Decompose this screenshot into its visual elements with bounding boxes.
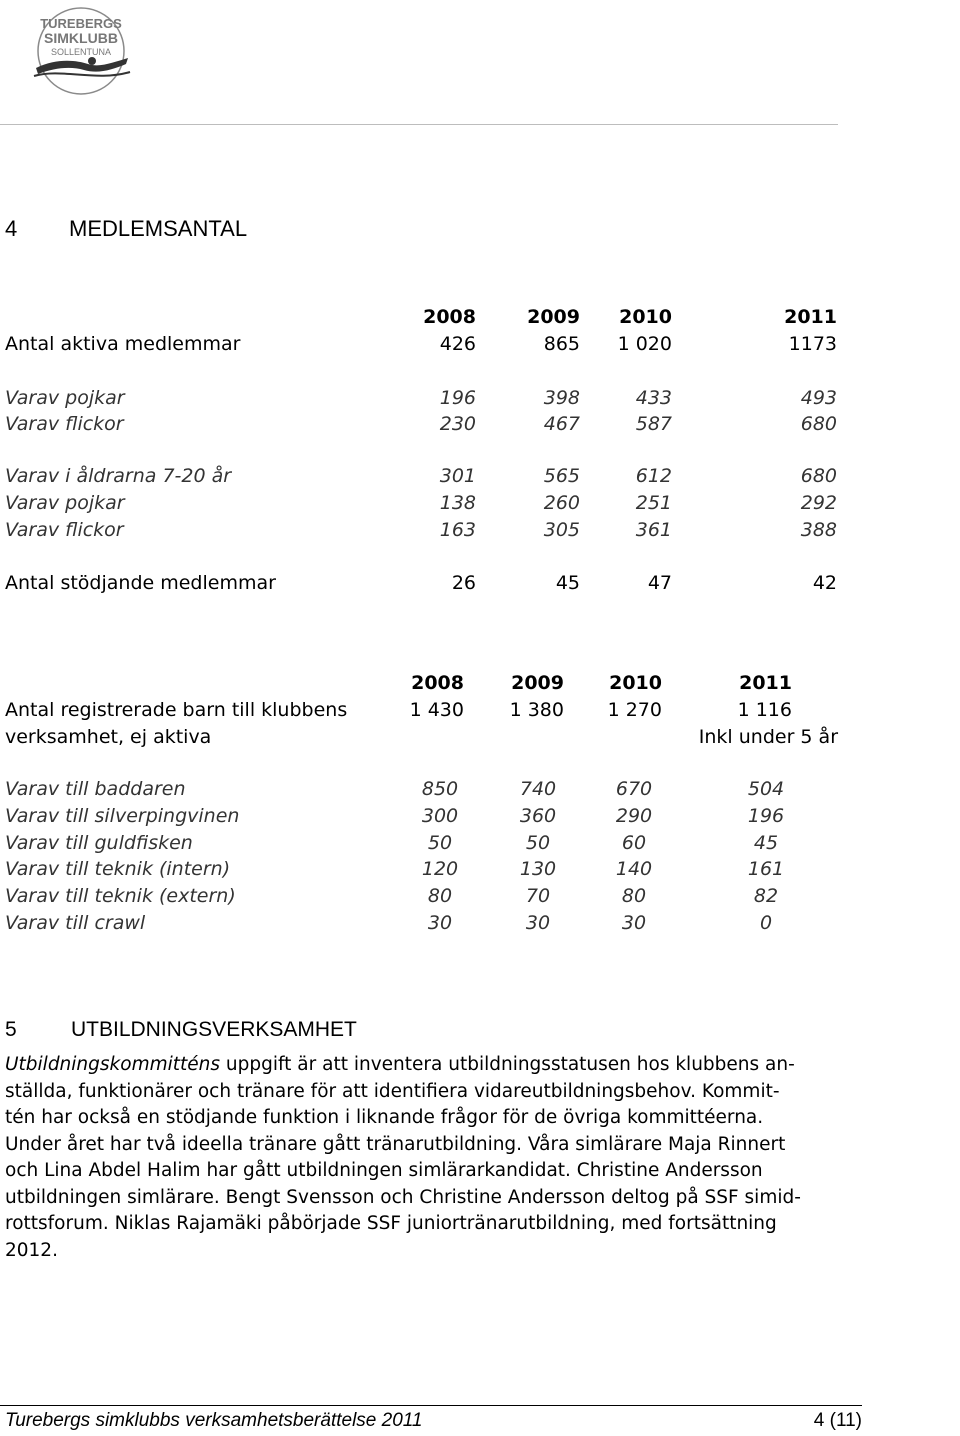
cell: 360: [519, 805, 557, 827]
year-header: 2009: [511, 672, 564, 694]
row-label: Varav till crawl: [5, 912, 146, 934]
header-divider: [0, 124, 838, 125]
footer-title: Turebergs simklubbs verksamhetsberättelse 2011: [5, 1410, 423, 1431]
logo-text-2: SIMKLUBB: [44, 30, 118, 46]
cell: 1 430: [409, 699, 464, 721]
paragraph-line: 2012.: [5, 1239, 58, 1261]
year-header: 2008: [411, 672, 464, 694]
row-label: Varav pojkar: [5, 387, 125, 409]
cell: 42: [812, 572, 837, 594]
row-label: Antal registrerade barn till klubbens: [5, 699, 348, 721]
cell: 140: [615, 858, 653, 880]
section-4-number: 4: [5, 216, 18, 241]
cell: 426: [439, 333, 476, 355]
cell: 680: [800, 413, 837, 435]
cell: 467: [543, 413, 580, 435]
club-logo: [22, 6, 140, 96]
section-5-heading: [5, 1018, 357, 1042]
row-label: Varav till guldfisken: [5, 832, 193, 854]
cell: 196: [747, 805, 785, 827]
cell: 398: [543, 387, 580, 409]
cell: 47: [647, 572, 672, 594]
page-number: 4 (11): [813, 1410, 862, 1431]
row-label: Varav till baddaren: [5, 778, 186, 800]
cell: 260: [543, 492, 580, 514]
cell: 670: [615, 778, 653, 800]
cell: 388: [800, 519, 837, 541]
cell: 50: [427, 832, 453, 854]
cell: 30: [621, 912, 647, 934]
cell: 60: [621, 832, 647, 854]
cell: 1173: [788, 333, 837, 355]
cell: 230: [439, 413, 476, 435]
paragraph-line: Under året har två ideella tränare gått tränarutbildning. Våra simlärare Maja Rinnert: [5, 1133, 786, 1155]
cell: 1 380: [509, 699, 564, 721]
section-5-title: UTBILDNINGSVERKSAMHET: [71, 1018, 357, 1041]
row-label: verksamhet, ej aktiva: [5, 726, 212, 748]
cell: 163: [439, 519, 476, 541]
cell: 865: [543, 333, 580, 355]
cell: 196: [439, 387, 476, 409]
logo-text-1: TUREBERGS: [40, 16, 122, 31]
row-label: Varav till teknik (intern): [5, 858, 231, 880]
row-label: Varav flickor: [5, 413, 124, 435]
cell: 70: [525, 885, 551, 907]
row-label: Antal aktiva medlemmar: [5, 333, 241, 355]
cell: 292: [800, 492, 837, 514]
cell: 130: [519, 858, 557, 880]
cell: 80: [427, 885, 453, 907]
cell: 740: [519, 778, 557, 800]
section-4-title: MEDLEMSANTAL: [69, 216, 248, 241]
paragraph-line: utbildningen simlärare. Bengt Svensson och Christine Andersson deltog på SSF simid-: [5, 1186, 801, 1208]
row-label: Varav till teknik (extern): [5, 885, 236, 907]
cell: 26: [451, 572, 476, 594]
cell: 30: [427, 912, 453, 934]
year-header: 2009: [527, 306, 580, 328]
cell: 45: [753, 832, 779, 854]
cell: 301: [439, 465, 476, 487]
cell: 493: [800, 387, 837, 409]
cell: 565: [543, 465, 580, 487]
club-logo-graphic: [22, 6, 140, 96]
cell: 290: [615, 805, 653, 827]
year-header: 2010: [609, 672, 662, 694]
paragraph-line: [5, 1052, 840, 1079]
paragraph-text: uppgift är att inventera utbildningsstatusen hos klubbens an-: [220, 1054, 795, 1075]
row-label: Antal stödjande medlemmar: [5, 572, 276, 594]
cell: 251: [635, 492, 672, 514]
paragraph-line: och Lina Abdel Halim har gått utbildningen simlärarkandidat. Christine Andersson: [5, 1160, 763, 1181]
row-label: Varav till silverpingvinen: [5, 805, 240, 827]
cell: 120: [421, 858, 459, 880]
logo-text-3: SOLLENTUNA: [50, 47, 112, 57]
year-header: 2008: [423, 306, 476, 328]
cell: 80: [621, 885, 647, 907]
cell: 433: [635, 387, 672, 409]
footer-divider: [0, 1405, 862, 1406]
education-paragraph: [5, 1052, 840, 1264]
note: Inkl under 5 år: [698, 726, 838, 748]
paragraph-line: tén har också en stödjande funktion i liknande frågor för de övriga kommittéerna.: [5, 1107, 764, 1128]
cell: 138: [439, 492, 476, 514]
paragraph-line: ställda, funktionärer och tränare för att identifiera vidareutbildningsbehov. Kommit-: [5, 1080, 780, 1102]
cell: 1 020: [617, 333, 672, 355]
cell: 305: [543, 519, 580, 541]
row-label: Varav flickor: [5, 519, 124, 541]
cell: 850: [421, 778, 459, 800]
paragraph-line: rottsforum. Niklas Rajamäki påbörjade SSF juniortränarutbildning, med fortsättning: [5, 1213, 777, 1234]
cell: 50: [525, 832, 551, 854]
cell: 161: [747, 858, 785, 880]
row-label: Varav pojkar: [5, 492, 125, 514]
cell: 300: [421, 805, 459, 827]
cell: 587: [635, 413, 672, 435]
cell: 82: [753, 885, 779, 907]
cell: 1 116: [737, 699, 792, 721]
cell: 504: [747, 778, 785, 800]
section-4-heading: [5, 216, 247, 242]
section-5-number: 5: [5, 1018, 17, 1041]
cell: 45: [555, 572, 580, 594]
committee-name: Utbildningskommitténs: [5, 1054, 220, 1075]
cell: 361: [635, 519, 672, 541]
cell: 1 270: [607, 699, 662, 721]
year-header: 2010: [619, 306, 672, 328]
cell: 0: [759, 912, 773, 934]
year-header: 2011: [739, 672, 792, 694]
cell: 680: [800, 465, 837, 487]
cell: 612: [635, 465, 672, 487]
row-label: Varav i åldrarna 7-20 år: [5, 465, 232, 487]
year-header: 2011: [784, 306, 837, 328]
cell: 30: [525, 912, 551, 934]
